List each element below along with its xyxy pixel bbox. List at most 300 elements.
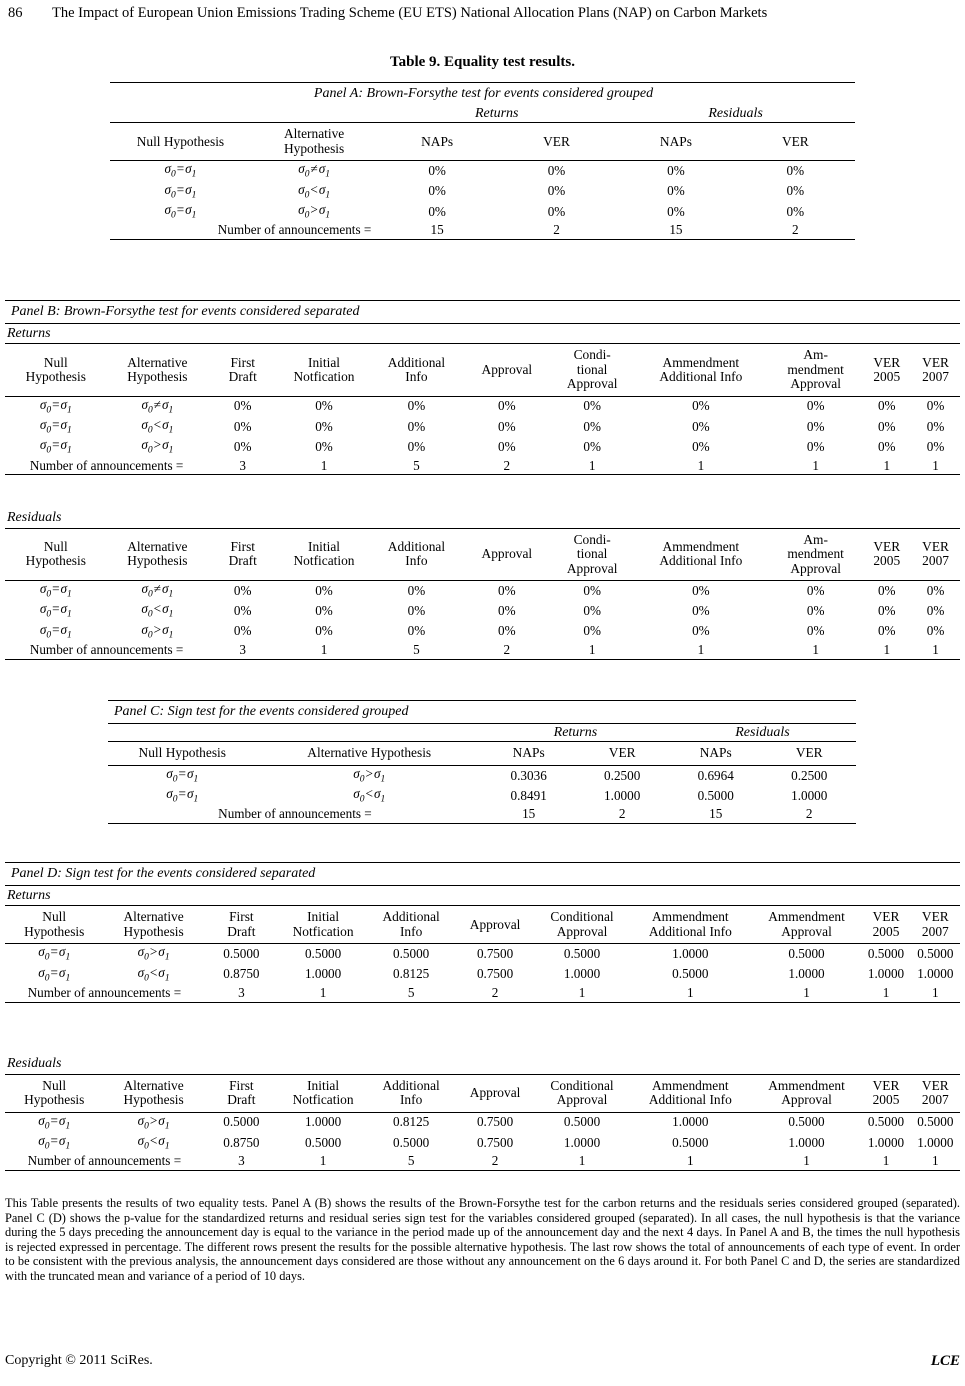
null-hypothesis-cell: $\sigma_0=\sigma_1$ — [39, 581, 72, 600]
col-line-1: Am- — [803, 531, 828, 547]
panel-b-res-col-first-draft — [208, 528, 277, 580]
col-line-2: 2007 — [922, 553, 949, 569]
panel-c-col-ver-residuals: VER — [795, 745, 823, 761]
col-line-1: VER — [921, 1077, 949, 1093]
announcements-cell: 1 — [320, 457, 328, 473]
spacer-cell — [108, 723, 257, 742]
panel-d-res-col-ammendment-approval — [752, 1074, 862, 1112]
col-line-1: VER — [922, 538, 949, 554]
alternative-hypothesis-cell: $\sigma_0\ne\sigma_1$ — [141, 396, 174, 416]
value-cell: 1.0000 — [604, 787, 641, 803]
value-cell: 0.7500 — [476, 966, 514, 982]
value-cell: 0% — [315, 582, 333, 598]
announcements-cell: 1 — [932, 641, 939, 657]
panel-a-title: Panel A: Brown-Forsythe test for events considered grouped — [313, 86, 654, 101]
panel-d-col-ammendment-additional-info — [629, 906, 752, 944]
col-line-2: mendment — [787, 546, 844, 562]
value-cell: 0% — [667, 183, 685, 199]
null-hypothesis-cell: $\sigma_0=\sigma_1$ — [166, 786, 199, 805]
announcements-cell: 1 — [883, 641, 891, 657]
col-line-2: Hypothesis — [24, 1092, 85, 1108]
col-line-2: Additional Info — [648, 923, 732, 939]
value-cell: 1.0000 — [672, 1114, 709, 1130]
panel-b-col-ammendment-approval — [769, 344, 862, 396]
value-cell: 1.0000 — [791, 787, 828, 803]
value-cell: 0% — [692, 398, 710, 414]
panel-d-res-col-ammendment-additional-info — [629, 1074, 752, 1112]
col-line-2: Additional Info — [659, 553, 743, 569]
col-line-2: Draft — [228, 553, 257, 569]
value-cell: 0% — [806, 398, 825, 414]
panel-c-col-null-hypothesis: Null Hypothesis — [138, 745, 226, 761]
value-cell: 0% — [806, 439, 825, 455]
announcements-cell: 1 — [803, 1153, 810, 1169]
announcements-cell: 1 — [578, 1153, 586, 1169]
announcements-cell: 2 — [805, 806, 813, 822]
col-line-2: Info — [405, 553, 428, 569]
value-cell: 0% — [498, 603, 516, 619]
value-cell: 0% — [806, 603, 825, 619]
panel-d-res-col-approval: Approval — [469, 1084, 521, 1100]
announcements-row — [5, 642, 960, 659]
col-line-1: Alternative — [127, 354, 188, 370]
announcements-cell: 15 — [669, 222, 683, 238]
value-cell: 0% — [407, 418, 426, 434]
value-cell: 0.5000 — [672, 966, 709, 982]
announcements-cell: 3 — [238, 1153, 245, 1169]
value-cell: 0% — [877, 439, 896, 455]
col-line-2: 2007 — [922, 369, 949, 385]
table-row — [110, 202, 855, 222]
value-cell: 0.5000 — [304, 946, 342, 962]
col-line-2: Hypothesis — [283, 140, 345, 156]
col-line-2: Draft — [227, 923, 256, 939]
col-line-1: VER — [921, 909, 949, 925]
value-cell: 0% — [877, 603, 896, 619]
panel-d-col-alternative-hypothesis — [103, 906, 203, 944]
panel-a-col-ver-returns: VER — [543, 133, 570, 149]
panel-d-res-col-ver-2007 — [911, 1074, 960, 1112]
null-hypothesis-cell: $\sigma_0=\sigma_1$ — [39, 417, 72, 436]
col-line-1: Conditional — [550, 1077, 614, 1093]
panel-d-col-ammendment-approval — [752, 906, 862, 944]
announcements-cell: 2 — [792, 222, 799, 238]
value-cell: 0% — [315, 418, 333, 434]
announcements-cell: 5 — [413, 641, 420, 657]
value-cell: 0% — [692, 582, 710, 598]
announcements-cell: 3 — [239, 641, 247, 657]
panel-c-table — [108, 700, 856, 824]
panel-d-res-col-initial-notfication — [279, 1074, 367, 1112]
announcements-row — [5, 985, 960, 1002]
value-cell: 1.0000 — [304, 1114, 342, 1130]
value-cell: 0% — [233, 418, 252, 434]
col-line-1: Initial — [308, 538, 340, 554]
panel-d-section-residuals-title: Residuals — [7, 1056, 62, 1071]
announcements-cell: 1 — [319, 984, 327, 1000]
value-cell: 0% — [667, 163, 685, 179]
col-line-2: Hypothesis — [127, 553, 188, 569]
col-line-1: Ammendment — [662, 538, 740, 554]
announcements-cell: 1 — [588, 641, 596, 657]
panel-d-res-col-alternative-hypothesis — [103, 1074, 203, 1112]
alternative-hypothesis-cell: $\sigma_0>\sigma_1$ — [353, 765, 386, 785]
col-line-3: Approval — [566, 376, 618, 392]
col-line-2: 2005 — [873, 369, 901, 385]
value-cell: 0% — [547, 203, 566, 219]
value-cell: 0.8491 — [510, 787, 547, 803]
value-cell: 0% — [926, 398, 945, 414]
panel-b-col-alternative-hypothesis — [107, 344, 209, 396]
col-line-1: Alternative — [127, 538, 188, 554]
table-caption: Table 9. Equality test results. — [389, 54, 576, 70]
col-line-2: Hypothesis — [25, 553, 86, 569]
col-line-2: 2007 — [921, 923, 949, 939]
value-cell: 0% — [786, 163, 805, 179]
value-cell: 0% — [315, 439, 333, 455]
value-cell: 0% — [498, 623, 516, 639]
value-cell: 0% — [583, 418, 601, 434]
panel-d-res-col-additional-info — [367, 1074, 455, 1112]
panel-b-res-col-additional-info — [371, 528, 462, 580]
table-row — [110, 161, 855, 182]
value-cell: 0% — [407, 398, 426, 414]
null-hypothesis-cell: $\sigma_0=\sigma_1$ — [164, 161, 197, 180]
value-cell: 1.0000 — [867, 1134, 905, 1150]
announcements-cell: 1 — [882, 984, 890, 1000]
value-cell: 0.5000 — [563, 1114, 601, 1130]
panel-d-col-first-draft — [204, 906, 279, 944]
panel-c — [108, 700, 856, 824]
value-cell: 0.5000 — [867, 946, 905, 962]
running-head-title: The Impact of European Union Emissions Trading Scheme (EU ETS) National Allocation Plans (NAP) on Carbon Markets — [52, 5, 768, 21]
col-line-2: tional — [576, 546, 608, 562]
col-line-3: Approval — [566, 560, 618, 576]
col-line-2: Hypothesis — [25, 369, 86, 385]
value-cell: 0% — [806, 582, 825, 598]
spacer-cell — [251, 105, 377, 123]
value-cell: 0% — [667, 203, 685, 219]
panel-b-res-col-null-hypothesis — [5, 528, 107, 580]
panel-b-res-col-ammendment-approval — [769, 528, 862, 580]
table-row — [110, 182, 855, 202]
value-cell: 0% — [233, 623, 252, 639]
panel-b-res-col-ammendment-additional-info — [633, 528, 769, 580]
value-cell: 1.0000 — [304, 966, 342, 982]
table-row — [5, 396, 960, 417]
page-footer — [5, 1353, 960, 1370]
announcements-cell: 1 — [697, 641, 705, 657]
spacer-cell — [110, 105, 251, 123]
value-cell: 0% — [498, 582, 516, 598]
announcements-cell: 2 — [618, 806, 626, 822]
announcements-cell: 1 — [932, 1153, 939, 1169]
value-cell: 0.7500 — [476, 946, 514, 962]
panel-d-res-col-null-hypothesis — [5, 1074, 103, 1112]
spacer-cell — [257, 723, 482, 742]
value-cell: 0.5000 — [392, 1134, 430, 1150]
table-row — [5, 944, 960, 965]
value-cell: 0% — [806, 418, 825, 434]
col-line-1: Null — [42, 909, 67, 925]
announcements-cell: 1 — [320, 641, 328, 657]
announcements-cell: 1 — [812, 457, 819, 473]
alternative-hypothesis-cell: $\sigma_0<\sigma_1$ — [353, 786, 386, 805]
col-line-2: Notfication — [292, 1092, 354, 1108]
col-line-1: VER — [873, 538, 901, 554]
col-line-2: Hypothesis — [123, 923, 184, 939]
value-cell: 0% — [233, 439, 252, 455]
value-cell: 0.5000 — [563, 946, 601, 962]
null-hypothesis-cell: $\sigma_0=\sigma_1$ — [38, 944, 71, 963]
panel-d-col-additional-info — [367, 906, 455, 944]
announcements-cell: 1 — [882, 1153, 890, 1169]
alternative-hypothesis-cell: $\sigma_0<\sigma_1$ — [137, 964, 170, 984]
announcements-label: Number of announcements = — [217, 222, 372, 238]
col-line-2: 2007 — [921, 1092, 949, 1108]
panel-b-residuals-table — [5, 508, 960, 660]
announcements-cell: 2 — [491, 1153, 499, 1169]
value-cell: 0.8125 — [392, 966, 430, 982]
table-row — [5, 601, 960, 621]
announcements-label: Number of announcements = — [218, 806, 372, 822]
col-line-1: VER — [872, 1077, 900, 1093]
announcements-row — [5, 1153, 960, 1170]
value-cell: 0% — [315, 623, 333, 639]
panel-b-col-ver-2005 — [862, 344, 911, 396]
panel-d-res-col-conditional-approval — [535, 1074, 629, 1112]
value-cell: 0.8125 — [392, 1114, 430, 1130]
col-line-2: Info — [399, 923, 423, 939]
col-line-1: Ammendment — [662, 354, 740, 370]
value-cell: 0% — [315, 398, 333, 414]
announcements-cell: 2 — [491, 984, 499, 1000]
announcements-label: Number of announcements = — [29, 641, 184, 657]
value-cell: 1.0000 — [788, 966, 825, 982]
null-hypothesis-cell: $\sigma_0=\sigma_1$ — [38, 964, 71, 984]
null-hypothesis-cell: $\sigma_0=\sigma_1$ — [164, 201, 197, 221]
panel-b-col-conditional-approval — [552, 344, 633, 396]
col-line-1: VER — [922, 354, 949, 370]
value-cell: 1.0000 — [563, 1134, 601, 1150]
panel-a-col-naps-residuals: NAPs — [659, 133, 692, 149]
null-hypothesis-cell: $\sigma_0=\sigma_1$ — [166, 765, 199, 785]
value-cell: 0% — [692, 603, 710, 619]
announcements-cell: 15 — [522, 806, 536, 822]
value-cell: 0% — [877, 398, 896, 414]
panel-b-title: Panel B: Brown-Forsythe test for events considered separated — [11, 304, 360, 319]
value-cell: 0% — [233, 398, 252, 414]
col-line-2: Info — [405, 369, 428, 385]
col-line-1: Null — [43, 354, 68, 370]
value-cell: 0% — [407, 582, 426, 598]
announcements-row — [108, 806, 856, 823]
value-cell: 0% — [583, 582, 601, 598]
panel-b-col-initial-notfication — [277, 344, 370, 396]
value-cell: 1.0000 — [867, 966, 905, 982]
announcements-label: Number of announcements = — [29, 457, 184, 473]
announcements-cell: 1 — [932, 457, 939, 473]
value-cell: 0% — [407, 439, 426, 455]
panel-d-col-ver-2007 — [911, 906, 960, 944]
announcements-cell: 2 — [553, 222, 560, 238]
col-line-2: Hypothesis — [24, 923, 85, 939]
announcements-cell: 5 — [413, 457, 420, 473]
col-line-1: VER — [873, 354, 901, 370]
announcements-cell: 1 — [803, 984, 810, 1000]
announcements-cell: 3 — [239, 457, 247, 473]
announcements-cell: 15 — [709, 806, 723, 822]
journal-abbreviation: LCE — [930, 1353, 960, 1369]
col-line-2: Draft — [227, 1092, 256, 1108]
value-cell: 0.5000 — [392, 946, 430, 962]
alternative-hypothesis-cell: $\sigma_0\ne\sigma_1$ — [141, 581, 174, 600]
col-line-2: Additional Info — [648, 1092, 732, 1108]
null-hypothesis-cell: $\sigma_0=\sigma_1$ — [164, 181, 197, 201]
col-line-2: 2005 — [872, 1092, 900, 1108]
table-row — [5, 1112, 960, 1133]
value-cell: 0% — [786, 183, 805, 199]
panel-b-col-first-draft — [208, 344, 277, 396]
value-cell: 0% — [583, 439, 601, 455]
panel-a-table — [110, 82, 855, 240]
col-line-1: Initial — [308, 354, 340, 370]
alternative-hypothesis-cell: $\sigma_0>\sigma_1$ — [137, 944, 170, 963]
col-line-2: Hypothesis — [123, 1092, 184, 1108]
value-cell: 0.2500 — [791, 767, 828, 783]
col-line-2: mendment — [787, 361, 844, 377]
col-line-1: Ammendment — [768, 909, 845, 925]
panel-c-group-returns: Returns — [553, 724, 598, 740]
col-line-2: Approval — [781, 923, 832, 939]
value-cell: 0.5000 — [223, 1114, 260, 1130]
panel-d-res-col-ver-2005 — [861, 1074, 910, 1112]
alternative-hypothesis-cell: $\sigma_0\ne\sigma_1$ — [298, 161, 330, 180]
alternative-hypothesis-cell: $\sigma_0<\sigma_1$ — [137, 1132, 170, 1152]
copyright-text: Copyright © 2011 SciRes. — [5, 1353, 153, 1368]
value-cell: 0.5000 — [223, 946, 260, 962]
alternative-hypothesis-cell: $\sigma_0>\sigma_1$ — [298, 201, 331, 221]
value-cell: 0% — [583, 623, 601, 639]
value-cell: 0% — [498, 439, 516, 455]
value-cell: 0% — [692, 418, 710, 434]
panel-d-col-ver-2005 — [861, 906, 910, 944]
value-cell: 0.8750 — [223, 1134, 260, 1150]
panel-d — [5, 862, 960, 1003]
alternative-hypothesis-cell: $\sigma_0<\sigma_1$ — [298, 181, 331, 201]
panel-c-col-naps-residuals: NAPs — [699, 745, 732, 761]
col-line-2: 2005 — [872, 923, 900, 939]
value-cell: 0.7500 — [476, 1114, 514, 1130]
col-line-1: Alternative — [283, 126, 345, 142]
value-cell: 0.8750 — [223, 966, 260, 982]
col-line-2: 2005 — [873, 553, 901, 569]
col-line-1: First — [229, 909, 254, 925]
panel-a-group-residuals: Residuals — [708, 105, 763, 121]
value-cell: 1.0000 — [563, 966, 601, 982]
announcements-cell: 3 — [238, 984, 245, 1000]
panel-b-section-residuals-title: Residuals — [7, 510, 62, 525]
col-line-2: Info — [399, 1092, 423, 1108]
col-line-1: Initial — [307, 1077, 340, 1093]
value-cell: 0% — [428, 183, 446, 199]
panel-b-res-col-ver-2007 — [911, 528, 960, 580]
col-line-1: VER — [872, 909, 900, 925]
alternative-hypothesis-cell: $\sigma_0<\sigma_1$ — [141, 417, 174, 436]
value-cell: 0.2500 — [604, 767, 641, 783]
col-line-1: Condi- — [573, 531, 611, 547]
panel-b — [5, 300, 960, 475]
panel-d-col-approval: Approval — [469, 916, 521, 932]
running-head — [8, 3, 957, 23]
table-row — [5, 965, 960, 985]
col-line-2: Notfication — [292, 923, 354, 939]
value-cell: 0% — [498, 398, 516, 414]
value-cell: 0% — [407, 603, 426, 619]
panel-c-col-ver-returns: VER — [608, 745, 636, 761]
value-cell: 0% — [233, 582, 252, 598]
value-cell: 0.5000 — [917, 946, 954, 962]
panel-b-col-additional-info — [371, 344, 462, 396]
panel-b-col-ver-2007 — [911, 344, 960, 396]
col-line-3: Approval — [790, 560, 841, 576]
value-cell: 1.0000 — [917, 966, 954, 982]
value-cell: 0% — [877, 623, 896, 639]
panel-b-table — [5, 300, 960, 475]
value-cell: 0.5000 — [867, 1114, 905, 1130]
value-cell: 0% — [692, 623, 710, 639]
value-cell: 0.5000 — [788, 1114, 825, 1130]
value-cell: 0.6964 — [697, 767, 734, 783]
col-line-1: Null — [42, 1077, 67, 1093]
col-line-1: Additional — [387, 354, 446, 370]
null-hypothesis-cell: $\sigma_0=\sigma_1$ — [38, 1112, 71, 1132]
value-cell: 0% — [926, 603, 945, 619]
value-cell: 1.0000 — [788, 1134, 825, 1150]
col-line-1: Alternative — [123, 909, 184, 925]
col-line-1: Additional — [382, 1077, 440, 1093]
null-hypothesis-cell: $\sigma_0=\sigma_1$ — [38, 1132, 71, 1152]
null-hypothesis-cell: $\sigma_0=\sigma_1$ — [39, 601, 72, 620]
col-line-1: First — [230, 354, 255, 370]
announcements-cell: 5 — [407, 1153, 415, 1169]
panel-d-col-null-hypothesis — [5, 906, 103, 944]
col-line-1: Am- — [803, 347, 828, 363]
panel-b-col-ammendment-additional-info — [633, 344, 769, 396]
value-cell: 1.0000 — [672, 946, 709, 962]
value-cell: 1.0000 — [917, 1134, 954, 1150]
value-cell: 0% — [926, 418, 945, 434]
value-cell: 0% — [926, 439, 945, 455]
col-line-1: Additional — [382, 909, 440, 925]
panel-d-col-initial-notfication — [279, 906, 367, 944]
announcements-cell: 1 — [687, 1153, 694, 1169]
alternative-hypothesis-cell: $\sigma_0>\sigma_1$ — [137, 1112, 170, 1132]
value-cell: 0.5000 — [697, 787, 734, 803]
announcements-row — [5, 458, 960, 475]
announcements-cell: 2 — [503, 641, 511, 657]
value-cell: 0% — [428, 203, 446, 219]
col-line-1: Condi- — [573, 347, 611, 363]
panel-d-col-conditional-approval — [535, 906, 629, 944]
table-footnote: This Table presents the results of two equality tests. Panel A (B) shows the results of the Brown-Forsythe test for the carbon returns and the residuals series considered grouped (separated). Panel C (D) shows the p-value for the standardized returns and residual series sign test for the variables considered grouped (separated). In all cases, the null hypothesis is that the variance during the 5 days preceding the announcement day is equal to the variance in the period made up of the announcement day and the next 4 days. In Panel A and B, the times the null hypothesis is rejected expressed in percentage. The different rows present the results for the possible alternative hypothesis. The last row shows the total of announcements of each type of event. In order to be consistent with the previous analysis, the announcement days considered are those without any announcement on the 6 days around it. For both Panel C and D, the series are standardized with the truncated mean and variance of a period of 10 days. — [5, 1196, 960, 1283]
null-hypothesis-cell: $\sigma_0=\sigma_1$ — [39, 621, 72, 641]
table-row — [108, 765, 856, 786]
announcements-cell: 1 — [697, 457, 705, 473]
value-cell: 0.5000 — [304, 1134, 342, 1150]
panel-a-col-alternative-hypothesis — [251, 123, 377, 161]
col-line-1: Ammendment — [768, 1077, 845, 1093]
